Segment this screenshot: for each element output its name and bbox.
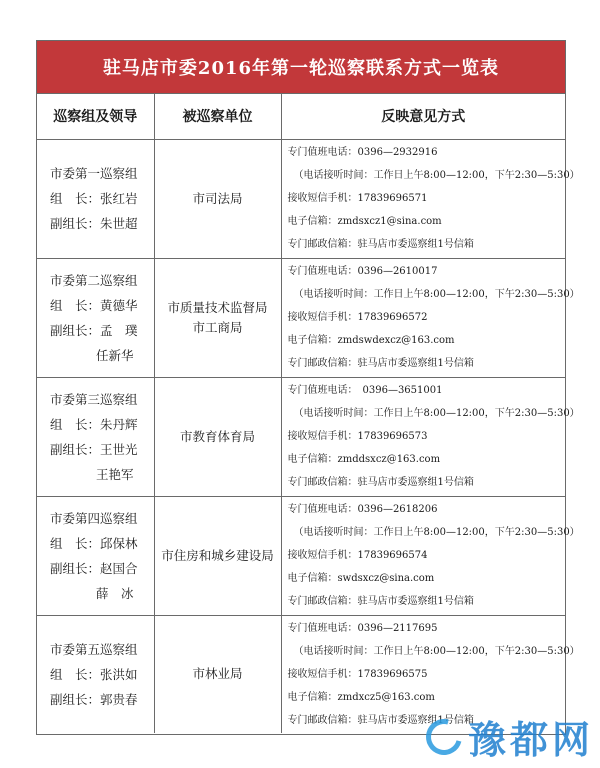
phone-hours: （电话接听时间：工作日上午8:00—12:00，下午2:30—5:30） xyxy=(293,289,580,300)
watermark-text: 豫都网 xyxy=(467,718,594,762)
group-leaders-cell xyxy=(37,139,154,258)
leader-line: 组 长：张红岩 xyxy=(50,191,138,206)
duty-phone: 专门值班电话：0396—2618206 xyxy=(287,504,438,515)
postal-box: 专门邮政信箱：驻马店市委巡察组1号信箱 xyxy=(287,358,474,369)
email-address: 电子信箱：swdsxcz@sina.com xyxy=(287,573,435,584)
leader-line: 市委第一巡察组 xyxy=(50,166,138,181)
unit-line: 市教育体育局 xyxy=(179,428,255,444)
leader-line: 副组长：朱世超 xyxy=(50,216,138,231)
postal-box: 专门邮政信箱：驻马店市委巡察组1号信箱 xyxy=(287,596,474,607)
table-row xyxy=(37,377,565,496)
email-address: 电子信箱：zmdswdexcz@163.com xyxy=(287,335,455,346)
contact-info-cell xyxy=(281,139,580,258)
inspected-unit-cell xyxy=(154,139,281,258)
unit-line: 市质量技术监督局 xyxy=(167,299,268,315)
leader-line: 市委第四巡察组 xyxy=(50,510,138,526)
unit-line: 市司法局 xyxy=(192,190,243,206)
sms-phone: 接收短信手机：17839696575 xyxy=(287,668,428,680)
table-row xyxy=(37,496,565,615)
postal-box: 专门邮政信箱：驻马店市委巡察组1号信箱 xyxy=(287,714,474,726)
contact-info-cell xyxy=(281,258,580,377)
contact-info-cell xyxy=(281,377,580,496)
sms-phone: 接收短信手机：17839696574 xyxy=(287,550,428,561)
email-address: 电子信箱：zmddsxcz@163.com xyxy=(287,454,441,465)
email-address: 电子信箱：zmdsxcz1@sina.com xyxy=(287,216,442,227)
table-row xyxy=(37,139,565,258)
group-leaders-cell xyxy=(37,377,154,496)
sms-phone: 接收短信手机：17839696572 xyxy=(287,312,428,323)
inspected-unit-cell xyxy=(154,377,281,496)
leader-line: 组 长：张洪如 xyxy=(50,666,138,682)
phone-hours: （电话接听时间：工作日上午8:00—12:00，下午2:30—5:30） xyxy=(293,645,580,657)
header-group-leader: 巡察组及领导 xyxy=(37,94,154,139)
swirl-logo-icon xyxy=(419,712,468,761)
inspected-unit-cell xyxy=(154,615,281,733)
leader-line: 组 长：朱丹辉 xyxy=(50,416,138,432)
leader-line: 市委第三巡察组 xyxy=(50,391,138,407)
unit-line: 市工商局 xyxy=(192,319,243,335)
unit-line: 市住房和城乡建设局 xyxy=(161,547,274,563)
inspected-unit-cell xyxy=(154,496,281,615)
contact-info-cell xyxy=(281,496,580,615)
table-title: 驻马店市委2016年第一轮巡察联系方式一览表 xyxy=(37,41,565,94)
leader-line: 副组长：孟 璞 xyxy=(50,322,138,338)
duty-phone: 专门值班电话：0396—2117695 xyxy=(287,622,438,634)
unit-line: 市林业局 xyxy=(192,666,243,682)
duty-phone: 专门值班电话：0396—2932916 xyxy=(287,147,438,158)
email-address: 电子信箱：zmdxcz5@163.com xyxy=(287,691,435,703)
postal-box: 专门邮政信箱：驻马店市委巡察组1号信箱 xyxy=(287,477,474,488)
leader-extra-line: 任新华 xyxy=(96,347,134,363)
group-leaders-cell xyxy=(37,496,154,615)
leader-line: 副组长：王世光 xyxy=(50,441,138,457)
header-row xyxy=(37,94,565,139)
leader-line: 市委第五巡察组 xyxy=(50,641,138,657)
header-feedback-method: 反映意见方式 xyxy=(281,94,565,139)
header-inspected-unit: 被巡察单位 xyxy=(154,94,281,139)
inspected-unit-cell xyxy=(154,258,281,377)
contact-table-sheet xyxy=(36,40,580,735)
leader-line: 组 长：邱保林 xyxy=(50,535,138,551)
leader-line: 市委第二巡察组 xyxy=(50,272,138,288)
site-watermark xyxy=(426,709,594,764)
sms-phone: 接收短信手机：17839696571 xyxy=(287,193,428,204)
leader-extra-line: 薛 冰 xyxy=(96,585,134,601)
postal-box: 专门邮政信箱：驻马店市委巡察组1号信箱 xyxy=(287,239,474,250)
phone-hours: （电话接听时间：工作日上午8:00—12:00，下午2:30—5:30） xyxy=(293,408,580,419)
contact-table xyxy=(37,94,580,733)
table-row xyxy=(37,258,565,377)
group-leaders-cell xyxy=(37,615,154,733)
leader-line: 副组长：赵国合 xyxy=(50,560,138,576)
duty-phone: 专门值班电话： 0396—3651001 xyxy=(287,385,443,396)
phone-hours: （电话接听时间：工作日上午8:00—12:00，下午2:30—5:30） xyxy=(293,527,580,538)
group-leaders-cell xyxy=(37,258,154,377)
leader-line: 组 长：黄德华 xyxy=(50,297,138,313)
phone-hours: （电话接听时间：工作日上午8:00—12:00，下午2:30—5:30） xyxy=(293,170,580,181)
sms-phone: 接收短信手机：17839696573 xyxy=(287,431,428,442)
leader-line: 副组长：郭贵春 xyxy=(50,691,138,707)
leader-extra-line: 王艳军 xyxy=(96,466,134,482)
duty-phone: 专门值班电话：0396—2610017 xyxy=(287,266,438,277)
